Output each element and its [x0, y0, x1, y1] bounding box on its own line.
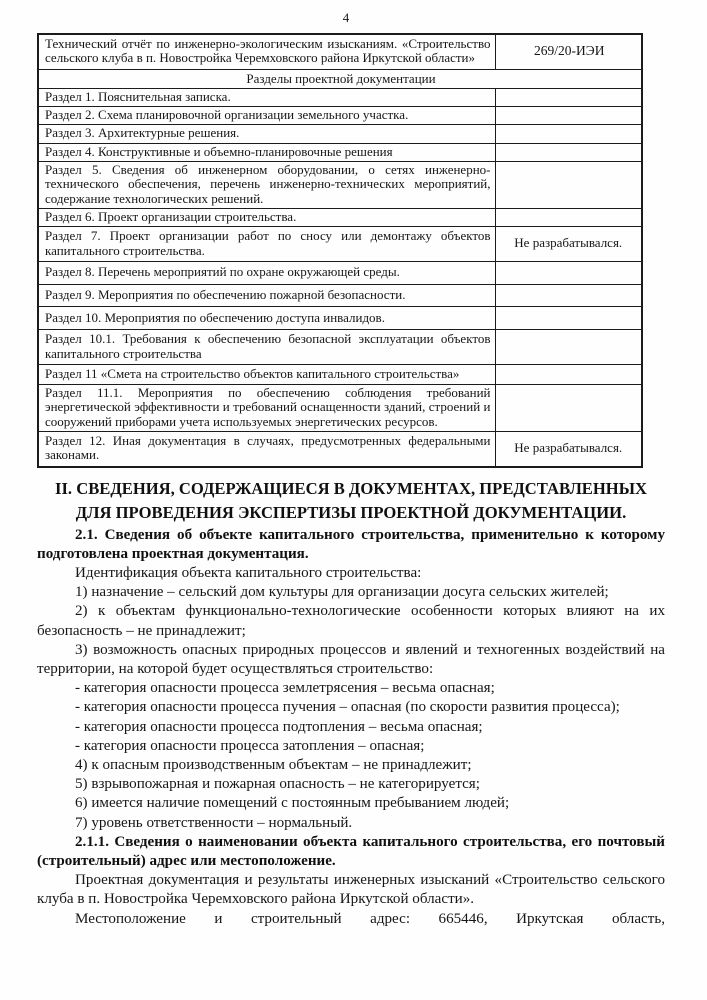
section-note-cell — [495, 307, 642, 330]
table-row — [38, 143, 642, 161]
paragraph-item-1: 1) назначение – сельский дом культуры для организации досуга сельских жителей; — [75, 584, 609, 601]
paragraph-2-1-1: 2.1.1. Сведения о наименовании объекта капитального строительства, его почтовый (строительный) адрес или местоположение. — [37, 833, 665, 870]
table-row — [38, 385, 642, 432]
section-heading: II. СВЕДЕНИЯ, СОДЕРЖАЩИЕСЯ В ДОКУМЕНТАХ, ПРЕДСТАВЛЕННЫХ ДЛЯ ПРОВЕДЕНИЯ ЭКСПЕРТИЗЫ ПРОЕКТНОЙ ДОКУМЕНТАЦИИ. — [55, 478, 647, 522]
section-label-cell: Раздел 3. Архитектурные решения. — [38, 125, 495, 143]
section-label-cell: Раздел 12. Иная документация в случаях, предусмотренных федеральными законами. — [38, 432, 495, 467]
section-label-cell: Раздел 4. Конструктивные и объемно-планировочные решения — [38, 143, 495, 161]
paragraph-location: Местоположение и строительный адрес: 665446, Иркутская область, — [75, 910, 665, 927]
section-note-cell: Не разрабатывался. — [495, 432, 642, 467]
section-label-cell: Раздел 10. Мероприятия по обеспечению доступа инвалидов. — [38, 307, 495, 330]
section-note-cell — [495, 162, 642, 209]
section-note-cell — [495, 364, 642, 384]
section-note-cell — [495, 107, 642, 125]
section-note-cell — [495, 208, 642, 226]
table-row — [38, 125, 642, 143]
table-row — [38, 227, 642, 262]
section-note-cell — [495, 261, 642, 284]
section-note-cell — [495, 284, 642, 307]
table-row — [38, 88, 642, 106]
paragraph-hazard-flooding: - категория опасности процесса затопления – опасная; — [75, 737, 425, 754]
table-row-section-header — [38, 69, 642, 88]
project-documentation-table — [37, 33, 643, 468]
table-row — [38, 284, 642, 307]
paragraph-2-1: 2.1. Сведения об объекте капитального строительства, применительно к которому подготовлена проектная документация. — [37, 526, 665, 562]
table-row — [38, 432, 642, 467]
section-label-cell: Раздел 1. Пояснительная записка. — [38, 88, 495, 106]
section-label-cell: Раздел 5. Сведения об инженерном оборудовании, о сетях инженерно-технического обеспечения, перечень инженерно-технических мероприятий, содержание технологических решений. — [38, 162, 495, 209]
section-note-cell — [495, 88, 642, 106]
paragraph-item-4: 4) к опасным производственным объектам – не принадлежит; — [75, 757, 472, 774]
paragraph-item-7: 7) уровень ответственности – нормальный. — [75, 814, 353, 831]
table-row — [38, 261, 642, 284]
paragraph-item-2: 2) к объектам функционально-технологические особенности которых влияют на их безопасность – не принадлежит; — [37, 603, 665, 639]
section-note-cell: Не разрабатывался. — [495, 227, 642, 262]
section-label-cell: Раздел 7. Проект организации работ по сносу или демонтажу объектов капитального строительства. — [38, 227, 495, 262]
table-row — [38, 364, 642, 384]
section-header-cell: Разделы проектной документации — [38, 69, 642, 88]
paragraph-item-3: 3) возможность опасных природных процессов и явлений и техногенных воздействий на территории, на которой будет осуществляться строительство: — [37, 641, 665, 678]
section-label-cell: Раздел 10.1. Требования к обеспечению безопасной эксплуатации объектов капитального строительства — [38, 330, 495, 365]
table-row — [38, 162, 642, 209]
section-label-cell: Раздел 9. Мероприятия по обеспечению пожарной безопасности. — [38, 284, 495, 307]
table-row — [38, 330, 642, 365]
paragraph-item-6: 6) имеется наличие помещений с постоянным пребыванием людей; — [75, 795, 510, 812]
section-label-cell: Раздел 11 «Смета на строительство объектов капитального строительства» — [38, 364, 495, 384]
page-number: 4 — [342, 10, 350, 25]
table-row — [38, 208, 642, 226]
section-label-cell: Раздел 8. Перечень мероприятий по охране окружающей среды. — [38, 261, 495, 284]
table-row — [38, 307, 642, 330]
section-label-cell: Раздел 6. Проект организации строительства. — [38, 208, 495, 226]
section-note-cell — [495, 385, 642, 432]
section-label-cell: Раздел 11.1. Мероприятия по обеспечению соблюдения требований энергетической эффективности и требований оснащенности зданий, строений и сооружений приборами учета используемых энергетических ресурсов. — [38, 385, 495, 432]
report-code-cell: 269/20-ИЭИ — [495, 34, 642, 69]
section-note-cell — [495, 143, 642, 161]
paragraph-project-docs: Проектная документация и результаты инженерных изысканий «Строительство сельского клуба в п. Новостройка Черемховского района Иркутской области». — [37, 872, 665, 908]
table-row — [38, 107, 642, 125]
report-title-cell: Технический отчёт по инженерно-экологическим изысканиям. «Строительство сельского клуба в п. Новостройка Черемховского района Иркутской области» — [38, 34, 495, 69]
paragraph-item-5: 5) взрывопожарная и пожарная опасность – не категорируется; — [75, 776, 480, 793]
paragraph-hazard-heaving: - категория опасности процесса пучения – опасная (по скорости развития процесса); — [75, 699, 620, 716]
paragraph-hazard-underflooding: - категория опасности процесса подтопления – весьма опасная; — [75, 718, 483, 735]
table-row-report-title — [38, 34, 642, 69]
section-note-cell — [495, 125, 642, 143]
paragraph-identification: Идентификация объекта капитального строительства: — [75, 565, 422, 582]
section-note-cell — [495, 330, 642, 365]
section-label-cell: Раздел 2. Схема планировочной организации земельного участка. — [38, 107, 495, 125]
paragraph-hazard-earthquake: - категория опасности процесса землетрясения – весьма опасная; — [75, 680, 495, 697]
